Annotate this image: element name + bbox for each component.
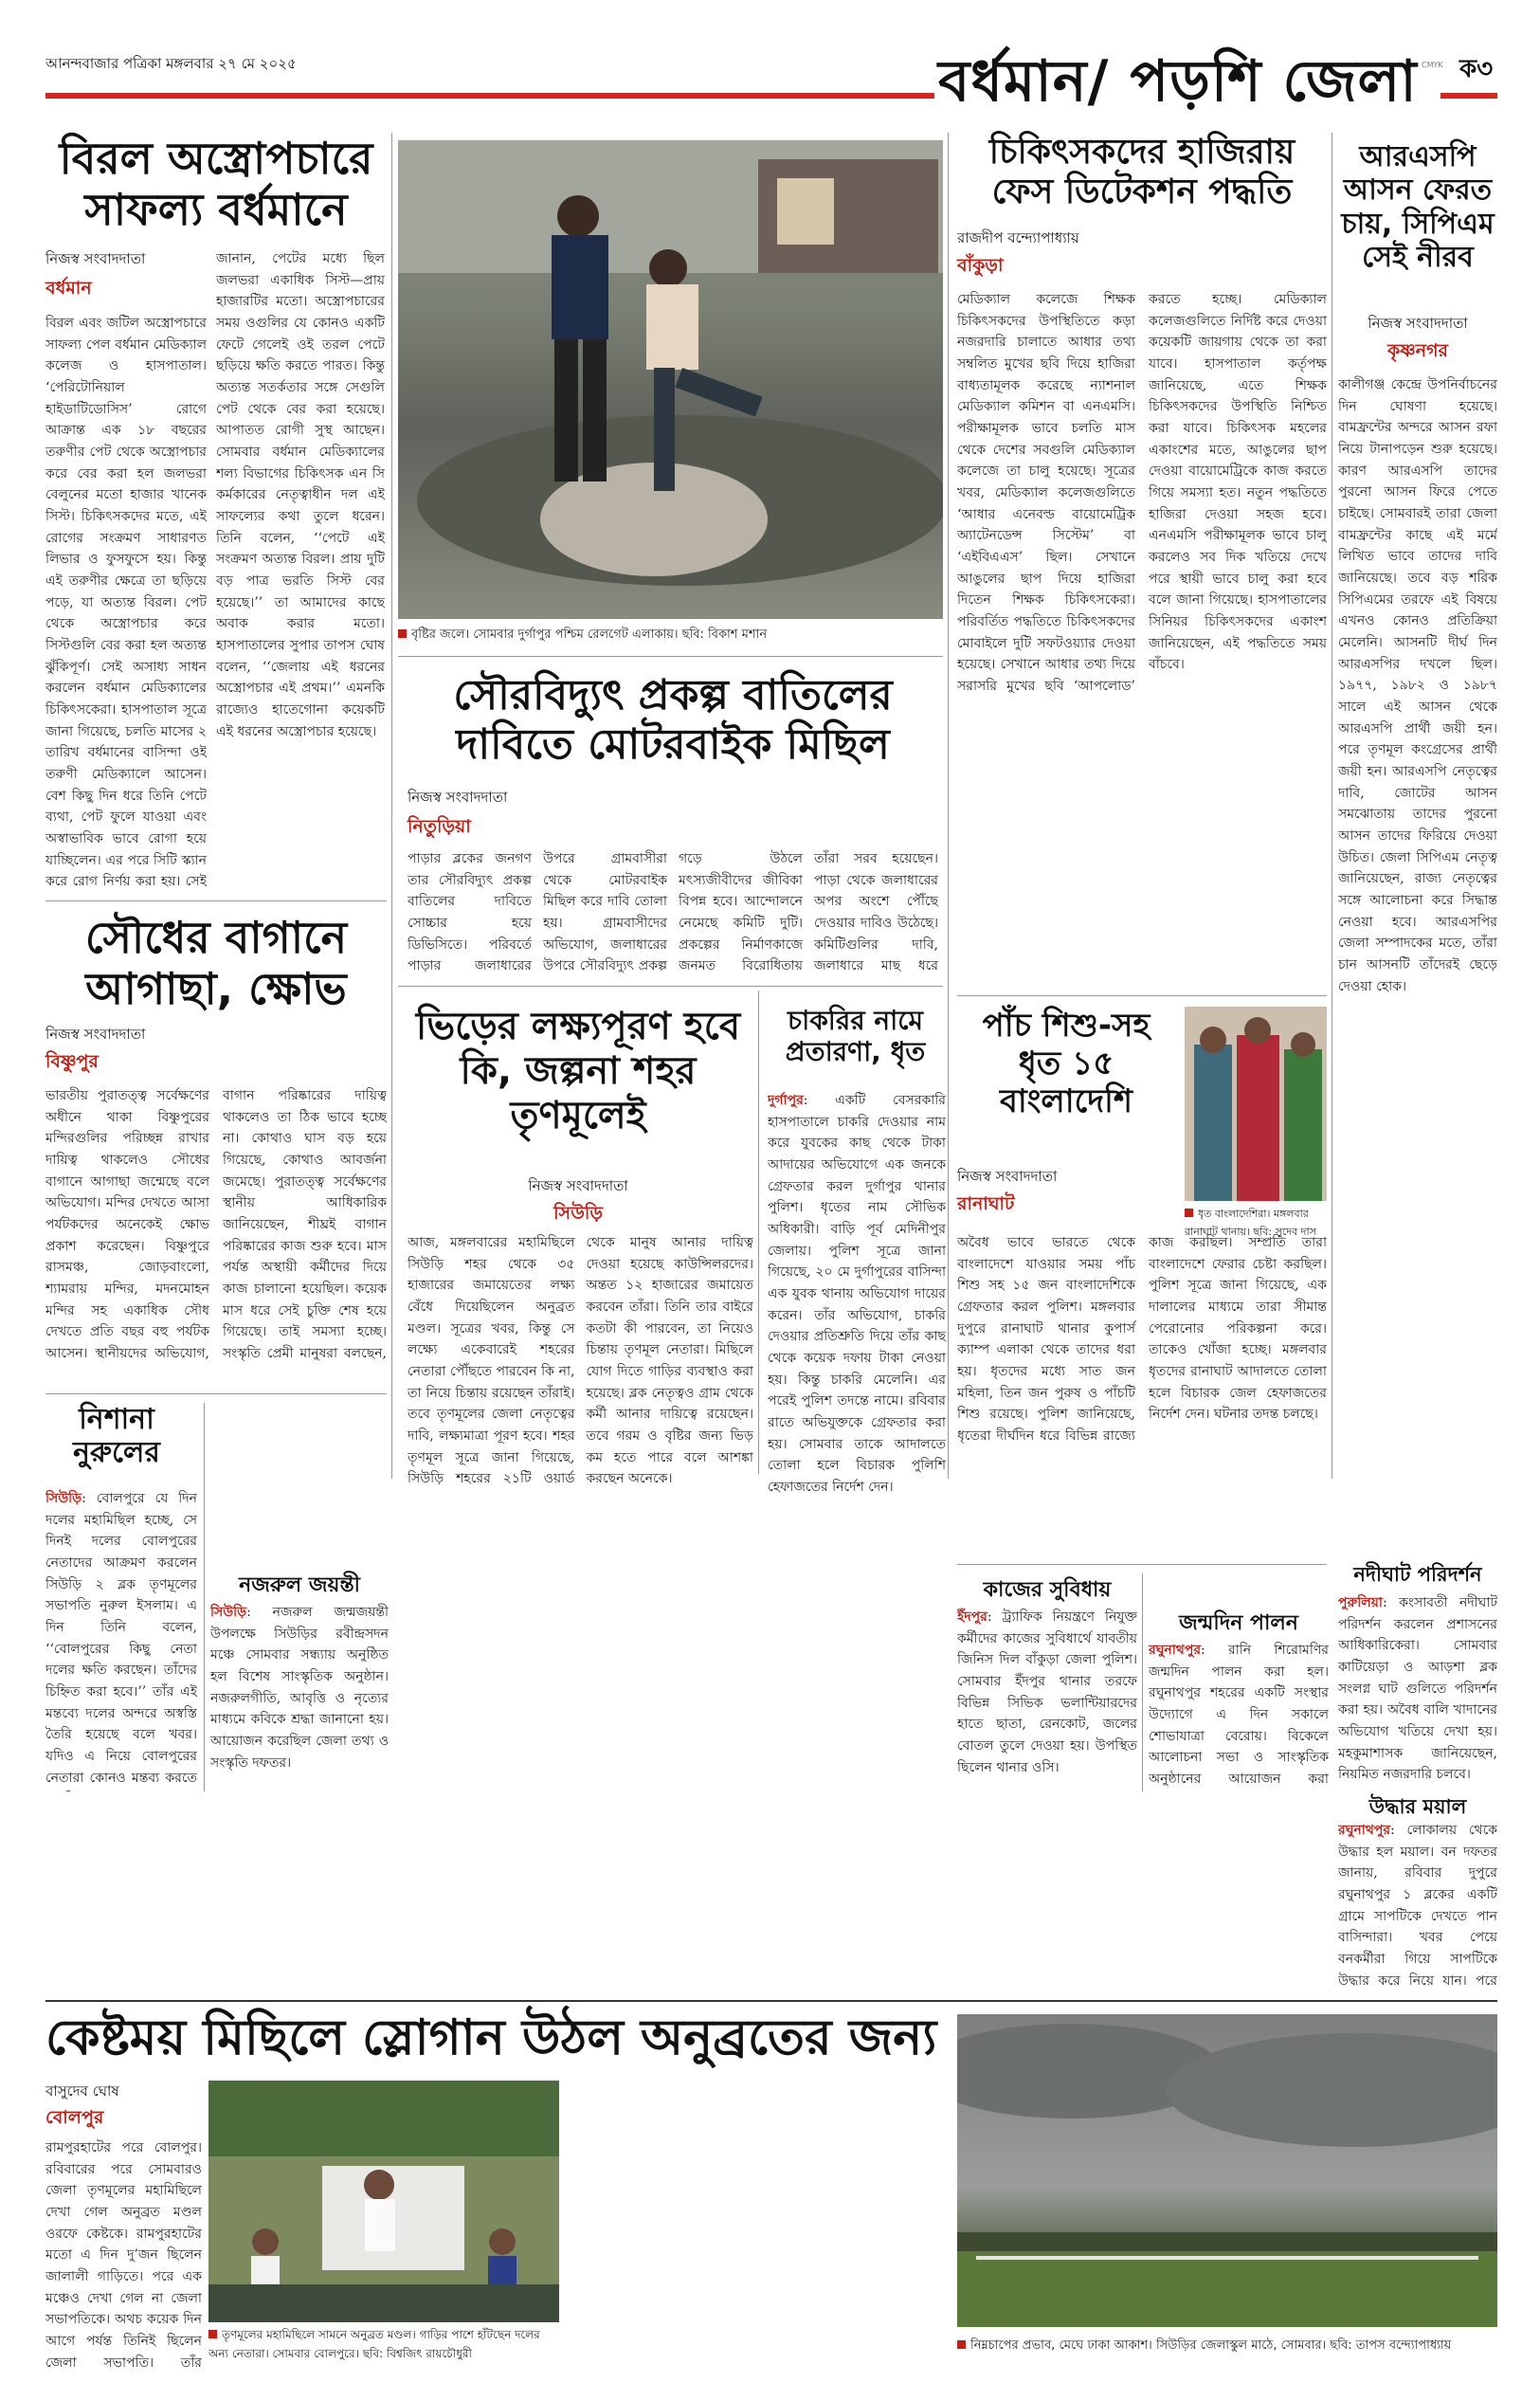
article-headline: নজরুল জয়ন্তী — [239, 1573, 360, 1597]
article-body: মেডিক্যাল কলেজে শিক্ষক চিকিৎসকদের উপস্থিতিতে কড়া নজরদারি চালাতে আধার তথ্য সম্বলিত মুখের ছবি দিয়ে হাজিরা বাধ্যতামূলক করেছে ন্যাশনাল মেডিক্যাল কমিশন বা এনএমসি। পরীক্ষামূলক ভাবে চলতি মাস থেকে দেশের সবগুলি মেডিক্যাল কলেজে তা চালু হয়েছে। সূত্রের খবর, মেডিক্যাল কলেজগুলিতে ‘আধার এনেবল্ড বায়োমেট্রিক অ্যাটেনডেন্স সিস্টেম’ বা ‘এইবিএএস’ ছিল। সেখানে আঙুলের ছাপ দিয়ে হাজিরা দিতেন শিক্ষক চিকিৎসকেরা। পরিবর্তিত পদ্ধতিতে চিকিৎসকদের মোবাইলে দুটি সফটওয়্যার দেওয়া হয়েছে। সেখানে আধার তথ্য দিয়ে সরাসরি মুখের ছবি ‘আপলোড’ করতে হচ্ছে। মেডিক্যাল কলেজগুলিতে নির্দিষ্ট করে দেওয়া কয়েকটি জায়গায় থেকে তা করা যাবে। হাসপাতাল কর্তৃপক্ষ জানিয়েছে, এতে শিক্ষক চিকিৎসকদের উপস্থিতি নিশ্চিত করা যাবে। চিকিৎসক মহলের একাংশের মতে, আঙুলের ছাপ দেওয়া বায়োমেট্রিকে কাজ করতে গিয়ে সমস্যা হত। নতুন পদ্ধতিতে হাজিরা দেওয়া সহজ হবে। এনএমসি পরীক্ষামূলক ভাবে চালু করলেও সব দিক খতিয়ে দেখে পরে স্থায়ী ভাবে চালু করা হবে বলে জানা গিয়েছে। হাসপাতালের সিনিয়র চিকিৎসকদের একাংশ জানিয়েছেন, এই পদ্ধতিতে সময় বাঁচবে। — [957, 292, 1327, 695]
dateline-place: বিষ্ণুপুর — [45, 1051, 99, 1072]
article-body: রঘুনাথপুর: লোকালয় থেকে উদ্ধার হল ময়াল। বন দফতর জানায়, রবিবার দুপুরে রঘুনাথপুর ১ ব্লকের একটি গ্রামে সাপটিকে দেখতে পান বাসিন্দারা। খবর পেয়ে বনকর্মীরা গিয়ে সাপটিকে উদ্ধার করে নিয়ে যান। পরে — [1338, 1820, 1497, 1991]
caption-text: তৃণমূলের মহামিছিলে সামনে অনুব্রত মণ্ডল। গাড়ির পাশে হাঁটছেন দলের অন্য নেতারা। সোমবার বোলপুরে। ছবি: বিশ্বজিৎ রায়চৌধুরী — [208, 2328, 540, 2360]
header-rule-right — [1440, 93, 1497, 99]
byline: নিজস্ব সংবাদদাতা — [45, 250, 146, 267]
dateline-place: কৃষ্ণনগর — [1386, 340, 1449, 361]
byline: নিজস্ব সংবাদদাতা — [957, 1168, 1058, 1185]
article-body: রঘুনাথপুর: রানি শিরোমণির জন্মদিন পালন করা হল। রঘুনাথপুর শহরের একটি সংস্থার উদ্যোগে এ দিন সকালে শোভাযাত্রা বেরোয়। বিকেলে আলোচনা সভা ও সাংস্কৃতিক অনুষ্ঠানের আয়োজন করা — [1149, 1640, 1329, 1791]
section-divider — [398, 656, 943, 657]
article-headline: জন্মদিন পালন — [1179, 1611, 1298, 1635]
article-body: রামপুরহাটের পরে বোলপুর। রবিবারের পরে সোমবারও জেলা তৃণমূলের মহামিছিলে দেখা গেল অনুব্রত মণ্ডল ওরফে কেষ্টকে। রামপুরহাটের মতো এ দিন দু’জন ছিলেন জালালী গাড়িতে। পরে এক মঞ্চেও দেখা গেল না জেলা সভাপতিকে। অথচ কয়েক দিন আগে পর্যন্ত তিনিই ছিলেন জেলা সভাপতি। তাঁর — [45, 2140, 202, 2371]
dateline-place: পুরুলিয়া — [1338, 1595, 1383, 1610]
column-divider — [391, 133, 392, 1479]
article-body: বিরল এবং জটিল অস্ত্রোপচারে সাফল্য পেল বর্ধমান মেডিক্যাল কলেজ ও হাসপাতাল। ‘পেরিটোনিয়াল হাইডাটিডোসিস’ রোগে আক্রান্ত এক ১৮ বছরের তরুণীর পেট থেকে অস্ত্রোপচার করে বের করা হল জলভরা বেলুনের মতো হাজার খানেক সিস্ট। চিকিৎসকদের মতে, এই রোগের সংক্রমণ সাধারণত লিভার ও ফুসফুসে হয়। কিন্তু এই তরুণীর ক্ষেত্রে তা ছড়িয়ে পড়ে, যা অত্যন্ত বিরল। পেট থেকে অস্ত্রোপচার করে সিস্টগুলি বের করা হল অত্যন্ত ঝুঁকিপূর্ণ। সেই অসাধ্য সাধন করলেন বর্ধমান মেডিক্যালের চিকিৎসকেরা। হাসপাতাল সূত্রে জানা গিয়েছে, চলতি মাসের ২ তারিখ বর্ধমানের বাসিন্দা ওই তরুণী মেডিক্যালে আসেন। বেশ কিছু দিন ধরে তিনি পেটে ব্যথা, পেট ফুলে যাওয়া এবং অস্বাভাবিক ভাবে রোগা হয়ে যাচ্ছিলেন। এর পরে সিটি স্ক্যান করে রোগ নির্ণয় করা হয়। সেই — [45, 316, 207, 890]
article-text: নজরুল জন্মজয়ন্তী উপলক্ষে সিউড়ির রবীন্দ্রসদন মঞ্চে সোমবার সন্ধ্যায় অনুষ্ঠিত হল বিশেষ সাংস্কৃতিক অনুষ্ঠান। নজরুলগীতি, আবৃত্তি ও নৃত্যের মাধ্যমে কবিকে শ্রদ্ধা জানানো হয়। আয়োজন করেছিল জেলা তথ্য ও সংস্কৃতি দফতর। — [210, 1605, 389, 1771]
section-divider — [398, 986, 943, 987]
article-text: একটি বেসরকারি হাসপাতালে চাকরি দেওয়ার নাম করে যুবকের কাছ থেকে টাকা আদায়ের অভিযোগে এক জনকে গ্রেফতার করল দুর্গাপুর থানার পুলিশ। ধৃতের নাম সৌভিক অধিকারী। বাড়ি পূর্ব মেদিনীপুর জেলায়। পুলিশ সূত্রে জানা গিয়েছে, ২০ মে দুর্গাপুরের বাসিন্দা এক যুবক থানায় অভিযোগ দায়ের করেন। তাঁর অভিযোগ, চাকরি দেওয়ার প্রতিশ্রুতি দিয়ে তাঁর কাছ থেকে কয়েক দফায় টাকা নেওয়া হয়। কিন্তু চাকরি মেলেনি। এর পরেই পুলিশ তদন্তে নামে। রবিবার রাতে অভিযুক্তকে গ্রেফতার করা হয়। সোমবার তাকে আদালতে তোলা হলে বিচারক পুলিশি হেফাজতের নির্দেশ দেন। — [768, 1093, 946, 1496]
section-divider — [957, 995, 1327, 996]
article-headline: সৌধের বাগানে আগাছা, ক্ষোভ — [84, 912, 348, 1015]
article-headline: চাকরির নামে প্রতারণা, ধৃত — [785, 1005, 926, 1068]
article-body: সিউড়ি: নজরুল জন্মজয়ন্তী উপলক্ষে সিউড়ির রবীন্দ্রসদন মঞ্চে সোমবার সন্ধ্যায় অনুষ্ঠিত হল বিশেষ সাংস্কৃতিক অনুষ্ঠান। নজরুলগীতি, আবৃত্তি ও নৃত্যের মাধ্যমে কবিকে শ্রদ্ধা জানানো হয়। আয়োজন করেছিল জেলা তথ্য ও সংস্কৃতি দফতর। — [210, 1605, 389, 1771]
news-photo-rain — [398, 140, 943, 619]
photo-illustration — [957, 2014, 1497, 2327]
dateline-place: দুর্গাপুর — [768, 1093, 804, 1108]
column-divider — [758, 991, 759, 1474]
dateline-place: বোলপুর — [45, 2107, 104, 2128]
page-number: ক৩ — [1459, 55, 1494, 83]
article-body: ইঁদপুর: ট্র্যাফিক নিয়ন্ত্রণে নিযুক্ত কর্মীদের কাজের সুবিধার্থে যাবতীয় জিনিস দিল বাঁকুড়া জেলা পুলিশ। সোমবার ইঁদপুর থানার তরফে বিভিন্ন সিভিক ভলান্টিয়ারদের হাতে ছাতা, রেনকোট, জলের বোতল তুলে দেওয়া হয়। উপস্থিত ছিলেন থানার ওসি। — [957, 1609, 1137, 1775]
byline: নিজস্ব সংবাদদাতা — [1368, 315, 1468, 332]
paper-date: আনন্দবাজার পত্রিকা মঙ্গলবার ২৭ মে ২০২৫ — [45, 55, 297, 72]
byline: নিজস্ব সংবাদদাতা — [528, 1177, 628, 1194]
article-text: ট্র্যাফিক নিয়ন্ত্রণে নিযুক্ত কর্মীদের কাজের সুবিধার্থে যাবতীয় জিনিস দিল বাঁকুড়া জেলা পুলিশ। সোমবার ইঁদপুর থানার তরফে বিভিন্ন সিভিক ভলান্টিয়ারদের হাতে ছাতা, রেনকোট, জলের বোতল তুলে দেওয়া হয়। উপস্থিত ছিলেন থানার ওসি। — [957, 1609, 1137, 1775]
article-headline: চিকিৎসকদের হাজিরায় ফেস ডিটেকশন পদ্ধতি — [988, 133, 1295, 212]
article-body: আজ, মঙ্গলবারের মহামিছিলে সিউড়ি শহর থেকে ৩৫ হাজারের জমায়েতের লক্ষ্য বেঁধে দিয়েছিলেন অনুব্রত মণ্ডল। সূত্রের খবর, কিন্তু সে লক্ষ্যে একেবারেই শহরের নেতারা পৌঁছতে পারবেন কি না, তা নিয়ে চিন্তায় রয়েছেন তাঁরাই। তবে তৃণমূলের জেলা নেতৃত্বের দাবি, লক্ষ্যমাত্রা পূরণ হবে। শহর তৃণমূল সূত্রে জানা গিয়েছে, সিউড়ি শহরের ২১টি ওয়ার্ড থেকে মানুষ আনার দায়িত্ব দেওয়া হয়েছে কাউন্সিলরদের। অন্তত ১২ হাজারের জমায়েত করবেন তাঁরা। তিনি তার বাইরে কতটা কী পারবেন, তা নিয়েও চিন্তায় তৃণমূল নেতারা। মিছিলে যোগ দিতে গাড়ির ব্যবস্থাও করা হয়েছে। ব্লক নেতৃত্বও গ্রাম থেকে কর্মী আনার দায়িত্বে রয়েছেন। তবে গরম ও বৃষ্টির জন্য ভিড় কম হতে পারে বলে আশঙ্কা করছেন অনেকে। — [408, 1235, 753, 1487]
column-divider — [948, 133, 949, 1479]
article-body: জানান, পেটের মধ্যে ছিল জলভরা একাধিক সিস্ট—প্রায় হাজারটির মতো। অস্ত্রোপচারের সময় ওগুলির যে কোনও একটি ফেটে গেলেই ওই তরল পেটে ছড়িয়ে ক্ষতি করতে পারত। কিন্তু অত্যন্ত সতর্কতার সঙ্গে সেগুলি পেট থেকে বের করা হয়েছে। আপাতত রোগী সুস্থ আছেন। সোমবার বর্ধমান মেডিক্যালের শল্য বিভাগের চিকিৎসক এন সি কর্মকারের নেতৃত্বাধীন দল এই সাফল্যের কথা তুলে ধরেন। তিনি বলেন, ‘‘পেটে এই সংক্রমণ অত্যন্ত বিরল। প্রায় দুটি বড় পাত্র ভরতি সিস্ট বের হয়েছে।’’ তা আমাদের কাছে অবাক করার মতো। হাসপাতালের সুপার তাপস ঘোষ বলেন, ‘‘জেলায় এই ধরনের অস্ত্রোপচার এই প্রথম।’’ এমনকি রাজ্যেও হাতেগোনা কয়েকটি এই ধরনের অস্ত্রোপচার হয়েছে। — [216, 251, 385, 739]
photo-caption — [398, 626, 943, 646]
article-body: ভারতীয় পুরাতত্ত্ব সর্বেক্ষণের অধীনে থাকা বিষ্ণুপুরের মন্দিরগুলির পরিচ্ছন্ন রাখার দায়িত্ব থাকলেও সৌধের বাগানে আগাছা জন্মেছে বলে অভিযোগ। মন্দির দেখতে আসা পর্যটকদের অনেকেই ক্ষোভ প্রকাশ করেছেন। বিষ্ণুপুরে রাসমঞ্চ, জোড়বাংলো, শ্যামরায় মন্দির, মদনমোহন মন্দির সহ একাধিক সৌধ দেখতে প্রতি বছর বহু পর্যটক আসেন। স্থানীয়দের অভিযোগ, বাগান পরিষ্কারের দায়িত্ব থাকলেও তা ঠিক ভাবে হচ্ছে না। কোথাও ঘাস বড় হয়ে গিয়েছে, কোথাও আবর্জনা জমেছে। পুরাতত্ত্ব সর্বেক্ষণের স্থানীয় আধিকারিক জানিয়েছেন, শীঘ্রই বাগান পরিষ্কারের কাজ শুরু হবে। মাস পর্যন্ত অস্থায়ী কর্মীদের দিয়ে কাজ চালানো হয়েছিল। কয়েক মাস ধরে সেই চুক্তি শেষ হয়ে গিয়েছে। তাই সমস্যা হচ্ছে। সংস্কৃতি প্রেমী মানুষরা বলছেন, — [45, 1088, 387, 1362]
byline: রাজদীপ বন্দ্যোপাধ্যায় — [957, 229, 1079, 246]
article-headline: পাঁচ শিশু-সহ ধৃত ১৫ বাংলাদেশি — [982, 1007, 1150, 1121]
article-text: কংসাবতী নদীঘাট পরিদর্শন করলেন প্রশাসনের আধিকারিকেরা। সোমবার কাটিয়েড়া ও আড়শা ব্লক সংলগ্ন ঘাট গুলিতে পরিদর্শন করা হয়। অবৈধ বালি খাদানের অভিযোগ খতিয়ে দেখা হয়। মহকুমাশাসক জানিয়েছেন, নিয়মিত নজরদারি চলবে। — [1338, 1595, 1497, 1783]
section-divider — [45, 1393, 387, 1394]
article-body: পাড়ার ব্লকের জনগণ তার সৌরবিদ্যুৎ প্রকল্প বাতিলের দাবিতে সোচ্চার হয়ে ডিভিসিতে। পরিবর্তে পাড়ার জলাধারের উপরে গ্রামবাসীরা থেকে মোটরবাইক মিছিল করে দাবি তোলা হয়। গ্রামবাসীদের অভিযোগ, জলাধারের উপরে সৌরবিদ্যুৎ প্রকল্প গড়ে উঠলে মৎস্যজীবীদের জীবিকা বিপন্ন হবে। আন্দোলনে নেমেছে কমিটি দুটি। প্রকল্পের নির্মাণকাজে জনমত বিরোধিতায় তাঁরা সরব হয়েছেন। পাড়া থেকে জলাধারের অপর অংশে পৌঁছে দেওয়ার দাবিও উঠেছে। কমিটিগুলির দাবি, জলাধারে মাছ ধরে — [408, 851, 938, 974]
section-title: বর্ধমান/ পড়শি জেলা — [938, 48, 1418, 115]
dateline-place: বাঁকুড়া — [957, 255, 1004, 276]
photo-caption — [957, 2337, 1497, 2356]
article-body — [569, 2081, 948, 2374]
byline: নিজস্ব সংবাদদাতা — [45, 1026, 146, 1043]
article-headline: নিশানা নুরুলের — [73, 1403, 160, 1470]
caption-marker — [398, 629, 407, 638]
caption-marker — [1185, 1209, 1193, 1217]
news-photo-clouds — [957, 2014, 1497, 2327]
dateline-place: ইঁদপুর — [957, 1609, 987, 1625]
article-headline: আরএসপি আসন ফেরত চায়, সিপিএম সেই নীরব — [1341, 140, 1495, 275]
dateline-place: সিউড়ি — [553, 1203, 603, 1224]
dateline-place: সিউড়ি — [45, 1491, 82, 1506]
article-body: অবৈধ ভাবে ভারতে থেকে বাংলাদেশে যাওয়ার সময় পাঁচ শিশু সহ ১৫ জন বাংলাদেশিকে গ্রেফতার করল পুলিশ। মঙ্গলবার দুপুরে রানাঘাট থানার কুপার্স ক্যাম্প এলাকা থেকে তাদের ধরা হয়। ধৃতদের মধ্যে সাত জন মহিলা, তিন জন পুরুষ ও পাঁচটি শিশু রয়েছে। পুলিশ জানিয়েছে, ধৃতেরা দীর্ঘদিন ধরে বিভিন্ন রাজ্যে কাজ করছিল। সম্প্রতি তারা বাংলাদেশে ফেরার চেষ্টা করছিল। পুলিশ সূত্রে জানা গিয়েছে, এক দালালের মাধ্যমে তারা সীমান্ত পেরোনোর পরিকল্পনা করে। তাকেও খোঁজা হচ্ছে। মঙ্গলবার ধৃতদের রানাঘাট আদালতে তোলা হলে বিচারক জেল হেফাজতের নির্দেশ দেন। ঘটনার তদন্ত চলছে। — [957, 1235, 1327, 1445]
dateline-place: রঘুনাথপুর — [1338, 1823, 1391, 1838]
article-headline: কেষ্টময় মিছিলে স্লোগান উঠল অনুব্রতের জন্য — [45, 2009, 937, 2066]
article-text: রানি শিরোমণির জন্মদিন পালন করা হল। রঘুনাথপুর শহরের একটি সংস্থার উদ্যোগে এ দিন সকালে শোভাযাত্রা বেরোয়। বিকেলে আলোচনা সভা ও সাংস্কৃতিক অনুষ্ঠানের আয়োজন করা — [1149, 1643, 1329, 1788]
article-headline: বিরল অস্ত্রোপচারে সাফল্য বর্ধমানে — [59, 133, 373, 236]
article-headline: সৌরবিদ্যুৎ প্রকল্প বাতিলের দাবিতে মোটরবাইক মিছিল — [453, 671, 893, 769]
article-headline: নদীঘাট পরিদর্শন — [1353, 1563, 1482, 1586]
section-divider — [45, 2000, 1497, 2002]
article-text: লোকালয় থেকে উদ্ধার হল ময়াল। বন দফতর জানায়, রবিবার দুপুরে রঘুনাথপুর ১ ব্লকের একটি গ্রামে সাপটিকে দেখতে পান বাসিন্দারা। খবর পেয়ে বনকর্মীরা গিয়ে সাপটিকে উদ্ধার করে নিয়ে যান। পরে — [1338, 1823, 1497, 1989]
article-body: কালীগঞ্জ কেন্দ্রে উপনির্বাচনের দিন ঘোষণা হয়েছে। বামফ্রন্টের অন্দরে আসন রফা নিয়ে টানাপড়েন শুরু হয়েছে। কারণ আরএসপি তাদের পুরনো আসন ফিরে পেতে চাইছে। সোমবারই তারা জেলা বামফ্রন্টের কাছে এই মর্মে লিখিত ভাবে তাদের দাবি জানিয়েছে। তবে বড় শরিক সিপিএমের তরফে এই বিষয়ে এখনও কোনও প্রতিক্রিয়া মেলেনি। আসনটি দীর্ঘ দিন আরএসপির দখলে ছিল। ১৯৭৭, ১৯৮২ ও ১৯৮৭ সালে এই আসন থেকে আরএসপি প্রার্থী জয়ী হন। পরে তৃণমূল কংগ্রেসের প্রার্থী জয়ী হন। আরএসপি নেতৃত্বের দাবি, জোটের আসন সমঝোতায় তাদের পুরনো আসন তাদের ফিরিয়ে দেওয়া উচিত। জেলা সিপিএম নেতৃত্ব জানিয়েছেন, রাজ্য নেতৃত্বের সঙ্গে আলোচনা করে সিদ্ধান্ত নেওয়া হবে। আরএসপির জেলা সম্পাদকের মতে, তাঁরা চান আসনটি তাঁদেরই ছেড়ে দেওয়া হোক। — [1338, 377, 1497, 994]
byline: নিজস্ব সংবাদদাতা — [408, 789, 508, 806]
dateline-place: নিতুড়িয়া — [408, 816, 471, 837]
byline: বাসুদেব ঘোষ — [45, 2082, 119, 2100]
article-headline: ভিড়ের লক্ষ্যপূরণ হবে কি, জল্পনা শহর তৃণমূলেই — [415, 1005, 741, 1138]
color-registration-mark: CMYK — [1422, 61, 1443, 69]
dateline-place: রানাঘাট — [957, 1193, 1015, 1214]
section-divider — [957, 1564, 1327, 1565]
news-photo-detainees — [1185, 1007, 1327, 1201]
caption-marker — [208, 2330, 217, 2338]
caption-text: ধৃত বাংলাদেশিরা। মঙ্গলবার রানাঘাট থানায়। ছবি: সুদেব দাস — [1185, 1208, 1316, 1238]
column-divider — [1142, 1573, 1143, 1791]
article-body: সিউড়ি: বোলপুরে যে দিন দলের মহামিছিল হচ্ছে, সে দিনই দলের বোলপুরের নেতাদের আক্রমণ করলেন সিউড়ি ২ ব্লক তৃণমূলের সভাপতি নুরুল ইসলাম। এ দিন তিনি বলেন, ‘‘বোলপুরের কিছু নেতা দলের ক্ষতি করছেন। তাঁদের চিহ্নিত করা হবে।’’ তাঁর এই মন্তব্যে দলের অন্দরে অস্বস্তি তৈরি হয়েছে বলে খবর। যদিও এ নিয়ে বোলপুরের নেতারা কোনও মন্তব্য করতে — [45, 1488, 197, 1791]
photo-caption — [208, 2327, 559, 2365]
column-divider — [204, 1403, 205, 1791]
news-photo-rally — [208, 2081, 559, 2322]
photo-illustration — [398, 140, 943, 619]
dateline-place: বর্ধমান — [45, 278, 92, 299]
article-body: দুর্গাপুর: একটি বেসরকারি হাসপাতালে চাকরি দেওয়ার নাম করে যুবকের কাছ থেকে টাকা আদায়ের অভিযোগে এক জনকে গ্রেফতার করল দুর্গাপুর থানার পুলিশ। ধৃতের নাম সৌভিক অধিকারী। বাড়ি পূর্ব মেদিনীপুর জেলায়। পুলিশ সূত্রে জানা গিয়েছে, ২০ মে দুর্গাপুরের বাসিন্দা এক যুবক থানায় অভিযোগ দায়ের করেন। তাঁর অভিযোগ, চাকরি দেওয়ার প্রতিশ্রুতি দিয়ে তাঁর কাছ থেকে কয়েক দফায় টাকা নেওয়া হয়। কিন্তু চাকরি মেলেনি। এর পরেই পুলিশ তদন্তে নামে। রবিবার রাতে অভিযুক্তকে গ্রেফতার করা হয়। সোমবার তাকে আদালতে তোলা হলে বিচারক পুলিশি হেফাজতের নির্দেশ দেন। — [768, 1093, 946, 1496]
photo-illustration — [1185, 1007, 1327, 1201]
article-text: বোলপুরে যে দিন দলের মহামিছিল হচ্ছে, সে দিনই দলের বোলপুরের নেতাদের আক্রমণ করলেন সিউড়ি ২ ব্লক তৃণমূলের সভাপতি নুরুল ইসলাম। এ দিন তিনি বলেন, ‘‘বোলপুরের কিছু নেতা দলের ক্ষতি করছেন। তাঁদের চিহ্নিত করা হবে।’’ তাঁর এই মন্তব্যে দলের অন্দরে অস্বস্তি তৈরি হয়েছে বলে খবর। যদিও এ নিয়ে বোলপুরের নেতারা কোনও মন্তব্য করতে — [45, 1491, 197, 1786]
dateline-place: রঘুনাথপুর — [1149, 1643, 1202, 1658]
photo-illustration — [208, 2081, 559, 2322]
article-body — [210, 1403, 389, 1559]
section-divider — [45, 900, 387, 901]
article-headline: কাজের সুবিধায় — [983, 1578, 1112, 1602]
header-rule — [45, 93, 934, 99]
article-body: পুরুলিয়া: কংসাবতী নদীঘাট পরিদর্শন করলেন প্রশাসনের আধিকারিকেরা। সোমবার কাটিয়েড়া ও আড়শা ব্লক সংলগ্ন ঘাট গুলিতে পরিদর্শন করা হয়। অবৈধ বালি খাদানের অভিযোগ খতিয়ে দেখা হয়। মহকুমাশাসক জানিয়েছেন, নিয়মিত নজরদারি চলবে। — [1338, 1595, 1497, 1783]
caption-marker — [957, 2340, 966, 2349]
caption-text: নিম্নচাপের প্রভাব, মেঘে ঢাকা আকাশ। সিউড়ির জেলাস্কুল মাঠে, সোমবার। ছবি: তাপস বন্দ্যোপাধ্যায় — [970, 2338, 1452, 2353]
caption-text: বৃষ্টির জলে। সোমবার দুর্গাপুর পশ্চিম রেলগেট এলাকায়। ছবি: বিকাশ মশান — [411, 627, 768, 642]
dateline-place: সিউড়ি — [210, 1605, 247, 1620]
article-headline: উদ্ধার ময়াল — [1368, 1795, 1467, 1818]
